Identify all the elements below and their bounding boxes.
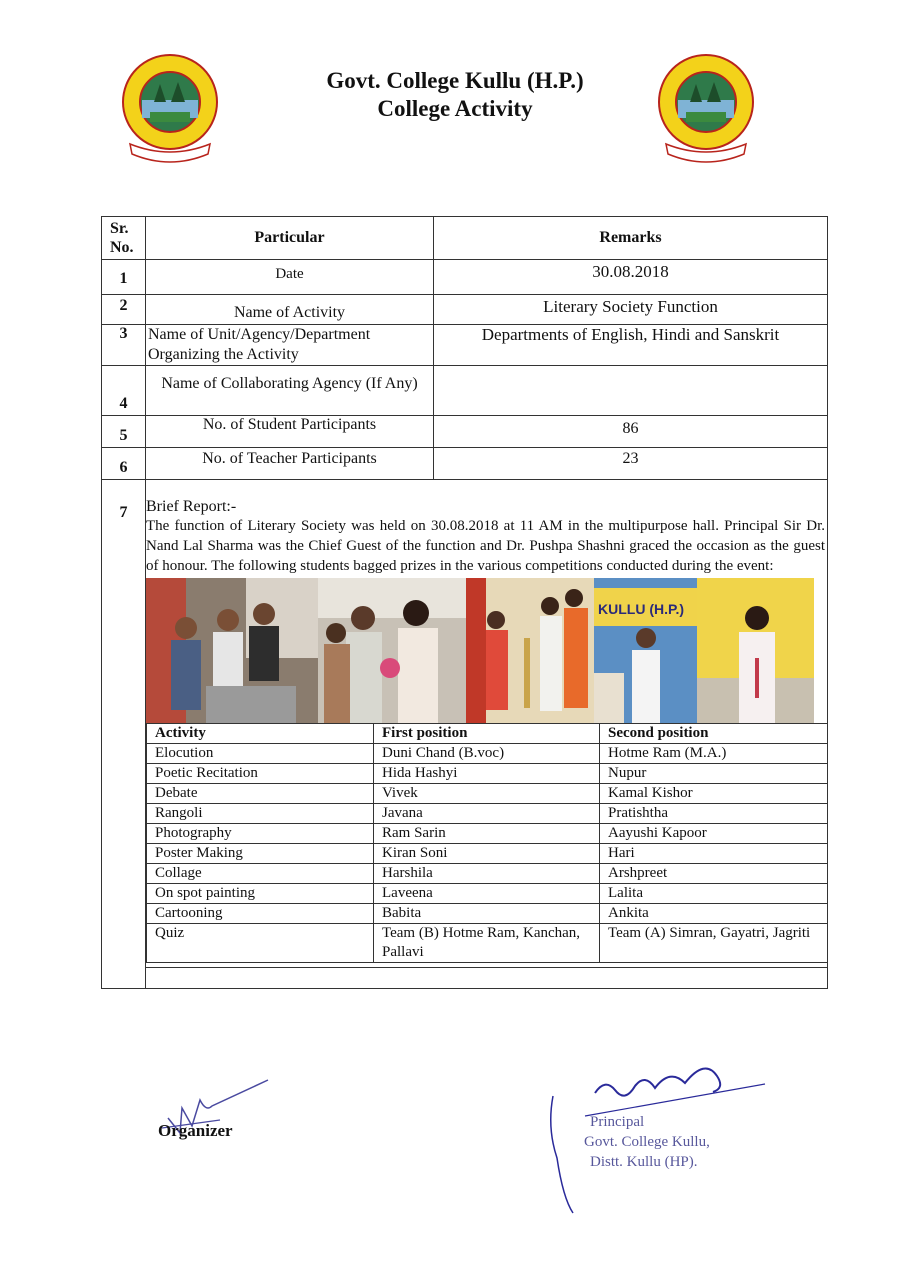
table-row [102,295,828,325]
prize-activity: Cartooning [147,904,374,924]
remarks-cell: Departments of English, Hindi and Sanskrit [434,325,828,366]
page-title: Govt. College Kullu (H.P.) [326,68,584,93]
prize-header-first: First position [374,724,600,744]
prize-second: Team (A) Simran, Gayatri, Jagriti [600,924,828,963]
prize-header-activity: Activity [147,724,374,744]
table-row [147,864,828,884]
prize-header-second: Second position [600,724,828,744]
stamp-line: Distt. Kullu (HP). [590,1154,698,1170]
prize-activity: Debate [147,784,374,804]
stamp-line: Govt. College Kullu, [584,1134,710,1150]
particular-cell: No. of Student Participants [146,416,434,448]
prize-first: Babita [374,904,600,924]
prize-table [146,723,828,963]
prize-activity: Rangoli [147,804,374,824]
prize-second: Arshpreet [600,864,828,884]
organizer-signature [160,1078,275,1153]
sr-number: 5 [102,416,146,448]
prize-activity: Quiz [147,924,374,963]
table-row [147,884,828,904]
stamp-line: Principal [590,1114,645,1130]
banner-text: KULLU (H.P.) [598,601,685,617]
prize-activity: Photography [147,824,374,844]
table-row [102,448,828,480]
report-title: Brief Report:- [146,498,237,515]
prize-first: Javana [374,804,600,824]
prize-second: Kamal Kishor [600,784,828,804]
table-row [147,764,828,784]
prize-activity: Elocution [147,744,374,764]
photo-guests [318,578,466,723]
prize-second: Pratishtha [600,804,828,824]
table-row [147,844,828,864]
prize-first: Harshila [374,864,600,884]
prize-first: Kiran Soni [374,844,600,864]
particular-cell: Name of Collaborating Agency (If Any) [146,366,434,416]
sr-number: 7 [102,480,146,989]
activity-table [101,216,828,989]
photo-students [146,578,318,723]
remarks-cell [434,366,828,416]
prize-second: Lalita [600,884,828,904]
particular-cell: Name of Activity [146,295,434,325]
header-particular: Particular [146,217,434,260]
particular-cell: No. of Teacher Participants [146,448,434,480]
report-footer-divider [145,967,828,988]
table-row [102,416,828,448]
prize-activity: On spot painting [147,884,374,904]
sr-number: 3 [102,325,146,366]
report-row [102,480,828,989]
prize-first: Laveena [374,884,600,904]
prize-second: Hotme Ram (M.A.) [600,744,828,764]
particular-cell: Name of Unit/Agency/Department Organizing the Activity [146,325,434,366]
particular-cell: Date [146,260,434,295]
remarks-cell: 86 [434,416,828,448]
table-row [147,924,828,963]
table-row [147,784,828,804]
event-photos [146,578,827,723]
page-subtitle: College Activity [377,96,533,121]
prize-activity: Poster Making [147,844,374,864]
prize-first: Duni Chand (B.voc) [374,744,600,764]
header-remarks: Remarks [434,217,828,260]
report-cell [146,480,828,989]
sr-number: 1 [102,260,146,295]
photo-lamp-lighting [466,578,594,723]
remarks-cell: Literary Society Function [434,295,828,325]
table-row [102,260,828,295]
prize-second: Ankita [600,904,828,924]
remarks-cell: 23 [434,448,828,480]
table-row [147,904,828,924]
prize-header-row [147,724,828,744]
prize-first: Team (B) Hotme Ram, Kanchan, Pallavi [374,924,600,963]
sr-number: 4 [102,366,146,416]
photo-speaker [594,578,697,723]
college-logo-right [656,52,756,170]
table-row [147,744,828,764]
table-row [102,366,828,416]
college-logo-left [120,52,220,170]
header-sr-no: Sr. No. [102,217,146,260]
prize-first: Vivek [374,784,600,804]
prize-first: Ram Sarin [374,824,600,844]
prize-activity: Poetic Recitation [147,764,374,784]
prize-second: Aayushi Kapoor [600,824,828,844]
table-header-row [102,217,828,260]
table-row [102,325,828,366]
prize-second: Hari [600,844,828,864]
report-body: The function of Literary Society was held on 30.08.2018 at 11 AM in the multipurpose hall. Principal Sir Dr. Nand Lal Sharma was the Chief Guest of the function and Dr. Pushpa Shashni graced the occasion as the guest of honour. The following students bagged prizes in the various competitions conducted during the event: [146,518,825,574]
prize-activity: Collage [147,864,374,884]
table-row [147,824,828,844]
photo-performer [697,578,814,723]
table-row [147,804,828,824]
prize-first: Hida Hashyi [374,764,600,784]
sr-number: 6 [102,448,146,480]
sr-number: 2 [102,295,146,325]
remarks-cell: 30.08.2018 [434,260,828,295]
organizer-label: Organizer [158,1121,233,1140]
principal-stamp [560,1112,710,1172]
prize-second: Nupur [600,764,828,784]
